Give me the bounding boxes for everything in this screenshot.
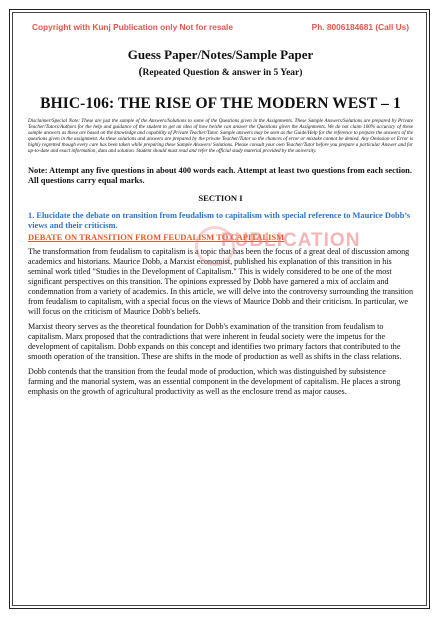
- section-heading: SECTION I: [198, 193, 243, 203]
- watermark-text: PUBLICATION: [221, 230, 361, 251]
- document-title: Guess Paper/Notes/Sample Paper: [127, 47, 314, 62]
- document-subtitle: [28, 64, 413, 79]
- subtitle-close-paren: ): [299, 68, 303, 78]
- phone-number: Ph. 8006184681 (Call Us): [311, 22, 409, 32]
- question-text: 1. Elucidate the debate on transition from feudalism to capitalism with special reference to Maurice Dobb’s views and their criticism.: [28, 211, 411, 230]
- header-bar: [28, 22, 413, 32]
- disclaimer-text: Disclaimer/Special Note: These are just the sample of the Answers/Solutions to some of the Questions given in the Assignments. These Sample Answers/Solutions are prepared by Private Teacher/Tutors/Authors for the help and guidance of the student to get an idea of how he/she can answer the Questions given the Assignments. We do not claim 100% accuracy of these sample answers as these are based on the knowledge and capability of Private Teacher/Tutor. Sample answers may be seen as the Guide/Help for the reference to prepare the answers of the questions given in the assignment. As these solutions and answers are prepared by the private Teacher/Tutor so the chances of error or mistake cannot be denied. Any Omission or Error is highly regretted though every care has been taken while preparing these Sample Answers/ Solutions. Please consult your own Teacher/Tutor before you prepare a particular Answer and for up-to-date and exact information, data and solution. Student should must read and refer the official study material provided by the university.: [28, 118, 413, 154]
- paragraph: Marxist theory serves as the theoretical foundation for Dobb's examination of the transition from feudalism to capitalism. Marx proposed that the contradictions that were inherent in feudal society were the impetus for the development of capitalism. Dobb expands on this concept and identifies two primary factors that contributed to the smooth operation of the transition. These are shifts in the mode of production as well as shifts in the class relations.: [28, 322, 402, 361]
- paragraph: Dobb contends that the transition from the feudal mode of production, which was distinguished by subsistence farming and the manorial system, was an essential component in the development of capitalism. He places a strong emphasis on the growth of agricultural productivity as well as the enclosure trend as major causes.: [28, 367, 401, 396]
- subtitle-text: Repeated Question & answer in 5 Year: [142, 68, 300, 78]
- document-body: [28, 22, 413, 397]
- instructions-note: Note: Attempt any five questions in about 400 words each. Attempt at least two questions from each section. All questions carry equal marks.: [28, 166, 412, 185]
- paragraph: The transformation from feudalism to capitalism is a topic that has been the focus of a great deal of discussion among academics and historians. Maurice Dobb, a Marxist economist, published his explanation of this transition in his seminal work titled "Studies in the Development of Capitalism." This is widely considered to be one of the most significant perspectives on this transition. The opinions expressed by Dobb have garnered a mix of acclaim and condemnation from a variety of academics. In this article, we will delve into the controversy surrounding the transition from feudalism to capitalism, with a special focus on the views of Maurice Dobb and their criticism. In particular, we will focus on the criticism of Maurice Dobb's beliefs.: [28, 247, 414, 316]
- copyright-notice: Copyright with Kunj Publication only Not for resale: [32, 22, 233, 32]
- subtitle-open-paren: (: [138, 64, 143, 78]
- course-title: BHIC-106: THE RISE OF THE MODERN WEST – 1: [40, 95, 401, 112]
- answer-heading: DEBATE ON TRANSITION FROM FEUDALISM TO CAPITALISM: [28, 232, 285, 242]
